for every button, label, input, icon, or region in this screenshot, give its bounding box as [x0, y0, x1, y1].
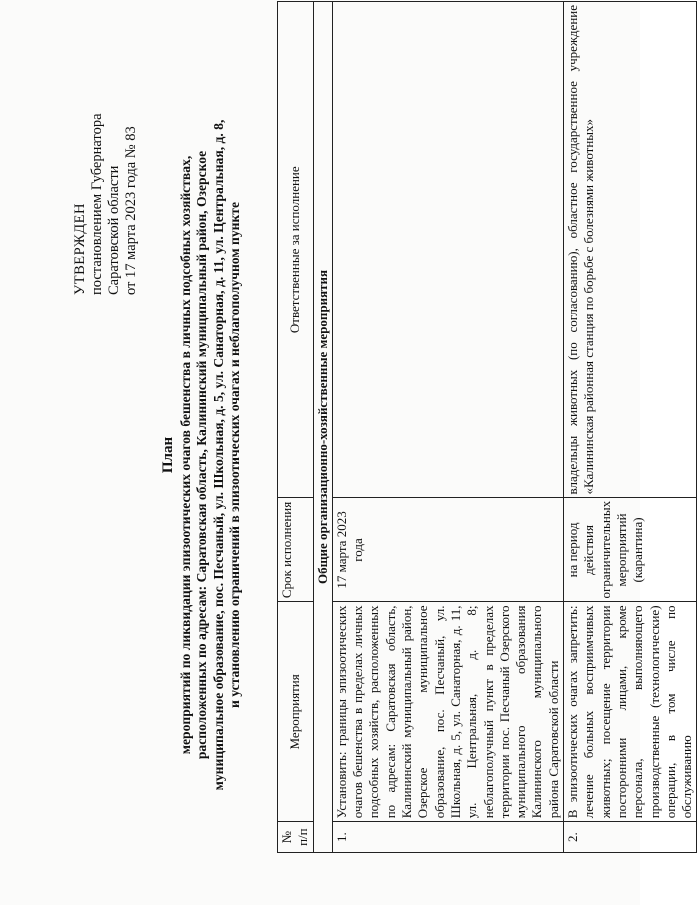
- title-heading: План: [160, 436, 176, 474]
- row-term: 17 марта 2023 года: [332, 498, 563, 602]
- document-title: [160, 45, 244, 865]
- title-line-1: мероприятий по ликвидации эпизоотических очагов бешенства в личных подсобных хозяйствах,: [177, 155, 193, 755]
- approval-line-3: Саратовской области: [106, 165, 122, 295]
- row-measure: В эпизоотических очагах запретить: лечение больных восприимчивых животных; посещение территории посторонними лицами, кроме персонала, выполняющего производственные (технологические) операции, в том числе по обслуживанию: [564, 602, 697, 822]
- row-responsible: владельцы животных (по согласованию), областное государственное учреждение «Калининская районная станция по борьбе с болезнями животных»: [564, 2, 697, 498]
- row-term: на период действия ограничительных мероприятий (карантина): [564, 498, 697, 602]
- table-row: [564, 2, 697, 853]
- header-measures: Мероприятия: [278, 602, 314, 822]
- title-line-2: расположенных по адресам: Саратовская область, Калининский муниципальный район, Озерское: [194, 150, 209, 760]
- approval-stamp: [72, 113, 140, 295]
- approval-line-2: постановлением Губернатора: [89, 113, 105, 295]
- row-responsible: [332, 2, 563, 498]
- title-line-3: муниципальное образование, пос. Песчаный, ул. Школьная, д. 5, ул. Санаторная, д. 11, ул. Центральная, д. 8,: [210, 119, 226, 791]
- header-term: Срок исполнения: [278, 498, 314, 602]
- row-number: 2.: [564, 822, 697, 853]
- plan-table: [277, 1, 697, 853]
- table-header-row: [278, 2, 314, 853]
- table-row: [332, 2, 563, 853]
- approval-title: УТВЕРЖДЕН: [72, 203, 88, 295]
- section-row: [313, 2, 332, 853]
- row-measure: Установить: границы эпизоотических очагов бешенства в пределах личных подсобных хозяйств, расположенных по адресам: Саратовская область, Калининский муниципальный район, Озерское муниципальное образование, пос. Песчаный, ул. Школьная, д. 5, ул. Санаторная, д. 11, ул. Центральная, д. 8; неблагополучный пункт в пределах территории пос. Песчаный Озерского муниципального образования Калининского муниципального района Саратовской области: [332, 602, 563, 822]
- title-line-4: и установлению ограничений в эпизоотических очагах и неблагополучном пункте: [227, 201, 242, 709]
- section-title: Общие организационно-хозяйственные мероприятия: [313, 2, 332, 853]
- header-responsible: Ответственные за исполнение: [278, 2, 314, 498]
- row-number: 1.: [332, 822, 563, 853]
- approval-line-4: от 17 марта 2023 года № 83: [123, 126, 139, 295]
- header-num: № п/п: [278, 822, 314, 853]
